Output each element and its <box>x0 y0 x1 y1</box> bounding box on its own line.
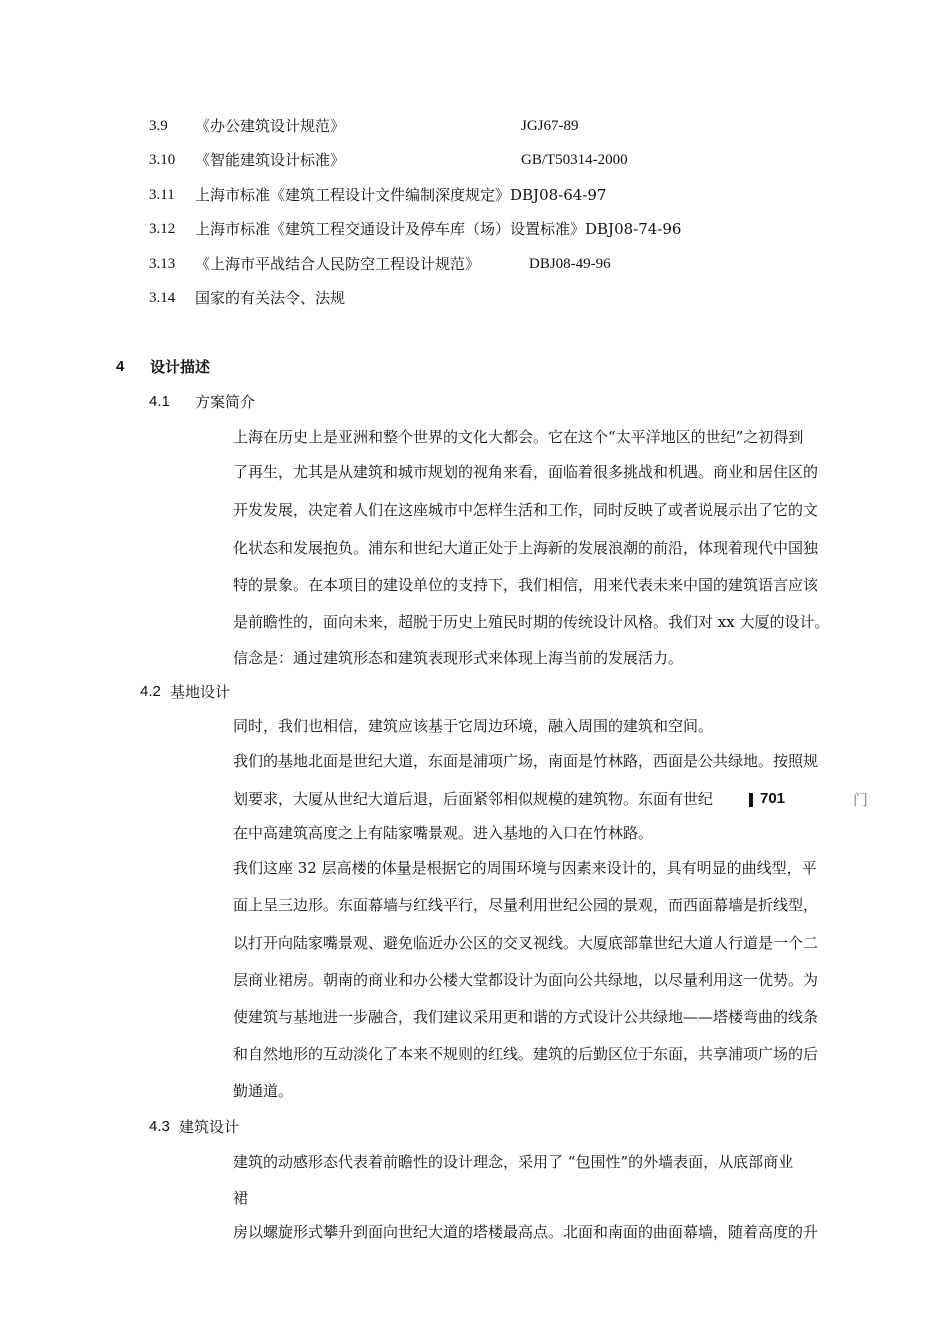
overlay-number: 701 <box>760 790 786 807</box>
paragraph-line: 使建筑与基地进一步融合，我们建议采用更和谐的方式设计公共绿地——塔楼弯曲的线条 <box>233 1008 819 1026</box>
std-num: 3.10 <box>149 152 176 168</box>
std-title: 上海市标准《建筑工程交通设计及停车库（场）设置标准》DBJ08-74-96 <box>195 220 682 238</box>
paragraph-line: 信念是：通过建筑形态和建筑表现形式来体现上海当前的发展活力。 <box>233 649 684 667</box>
section-number: 4 <box>116 358 125 375</box>
std-title: 《上海市平战结合人民防空工程设计规范》 <box>195 255 481 273</box>
paragraph-line: 建筑的动感形态代表着前瞻性的设计理念，采用了 “包围性”的外墙表面，从底部商业 <box>233 1153 794 1171</box>
paragraph-line: 房以螺旋形式攀升到面向世纪大道的塔楼最高点。北面和南面的曲面幕墙，随着高度的升 <box>233 1223 819 1241</box>
section-title: 设计描述 <box>150 358 211 376</box>
std-num: 3.9 <box>149 118 168 134</box>
paragraph-line: 开发发展，决定着人们在这座城市中怎样生活和工作，同时反映了或者说展示出了它的文 <box>233 501 819 519</box>
paragraph-line: 我们这座 32 层高楼的体量是根据它的周围环境与因素来设计的，具有明显的曲线型，平 <box>233 859 817 877</box>
std-title: 国家的有关法令、法规 <box>195 289 346 307</box>
paragraph-line: 是前瞻性的，面向未来，超脱于历史上殖民时期的传统设计风格。我们对 xx 大厦的设计。 <box>233 613 830 631</box>
std-code: DBJ08-49-96 <box>529 256 611 272</box>
overlay-label <box>740 789 869 811</box>
paragraph-line: 划要求，大厦从世纪大道后退，后面紧邻相似规模的建筑物。东面有世纪 <box>233 790 714 808</box>
paragraph-line: 以打开向陆家嘴景观、避免临近办公区的交叉视线。大厦底部靠世纪大道人行道是一个二 <box>233 934 819 952</box>
std-title: 上海市标准《建筑工程设计文件编制深度规定》DBJ08-64-97 <box>195 186 607 204</box>
std-num: 3.14 <box>149 290 176 306</box>
std-num: 3.13 <box>149 256 176 272</box>
paragraph-line: 同时，我们也相信，建筑应该基于它周边环境，融入周围的建筑和空间。 <box>233 717 714 735</box>
std-num: 3.11 <box>149 187 175 203</box>
paragraph-line: 和自然地形的互动淡化了本来不规则的红线。建筑的后勤区位于东面，共享浦项广场的后 <box>233 1045 819 1063</box>
std-title: 《智能建筑设计标准》 <box>195 151 346 169</box>
std-title: 《办公建筑设计规范》 <box>195 117 346 135</box>
paragraph-line: 上海在历史上是亚洲和整个世界的文化大都会。它在这个“太平洋地区的世纪”之初得到 <box>233 428 804 446</box>
std-code: JGJ67-89 <box>521 118 579 134</box>
subsection-number: 4.2 <box>140 683 161 700</box>
std-code: GB/T50314-2000 <box>521 152 628 168</box>
subsection-title: 建筑设计 <box>179 1118 240 1136</box>
paragraph-line: 在中高建筑高度之上有陆家嘴景观。进入基地的入口在竹林路。 <box>233 824 654 842</box>
subsection-number: 4.1 <box>149 393 170 410</box>
std-num: 3.12 <box>149 221 176 237</box>
paragraph-line: 我们的基地北面是世纪大道，东面是浦项广场，南面是竹林路，西面是公共绿地。按照规 <box>233 752 819 770</box>
subsection-number: 4.3 <box>149 1118 170 1135</box>
paragraph-line: 化状态和发展抱负。浦东和世纪大道正处于上海新的发展浪潮的前沿，体现着现代中国独 <box>233 539 819 557</box>
paragraph-line: 特的景象。在本项目的建设单位的支持下，我们相信，用来代表未来中国的建筑语言应该 <box>233 576 819 594</box>
paragraph-line: 裙 <box>233 1189 249 1207</box>
subsection-title: 基地设计 <box>170 683 231 701</box>
paragraph-line: 勤通道。 <box>233 1082 294 1100</box>
paragraph-line: 了再生，尤其是从建筑和城市规划的视角来看，面临着很多挑战和机遇。商业和居住区的 <box>233 463 819 481</box>
subsection-title: 方案简介 <box>195 393 256 411</box>
overlay-tail: 门 <box>853 791 869 809</box>
overlay-bar <box>749 793 753 807</box>
paragraph-line: 面上呈三边形。东面幕墙与红线平行，尽量利用世纪公园的景观，而西面幕墙是折线型， <box>233 896 819 914</box>
paragraph-line: 层商业裙房。朝南的商业和办公楼大堂都设计为面向公共绿地，以尽量利用这一优势。为 <box>233 971 819 989</box>
